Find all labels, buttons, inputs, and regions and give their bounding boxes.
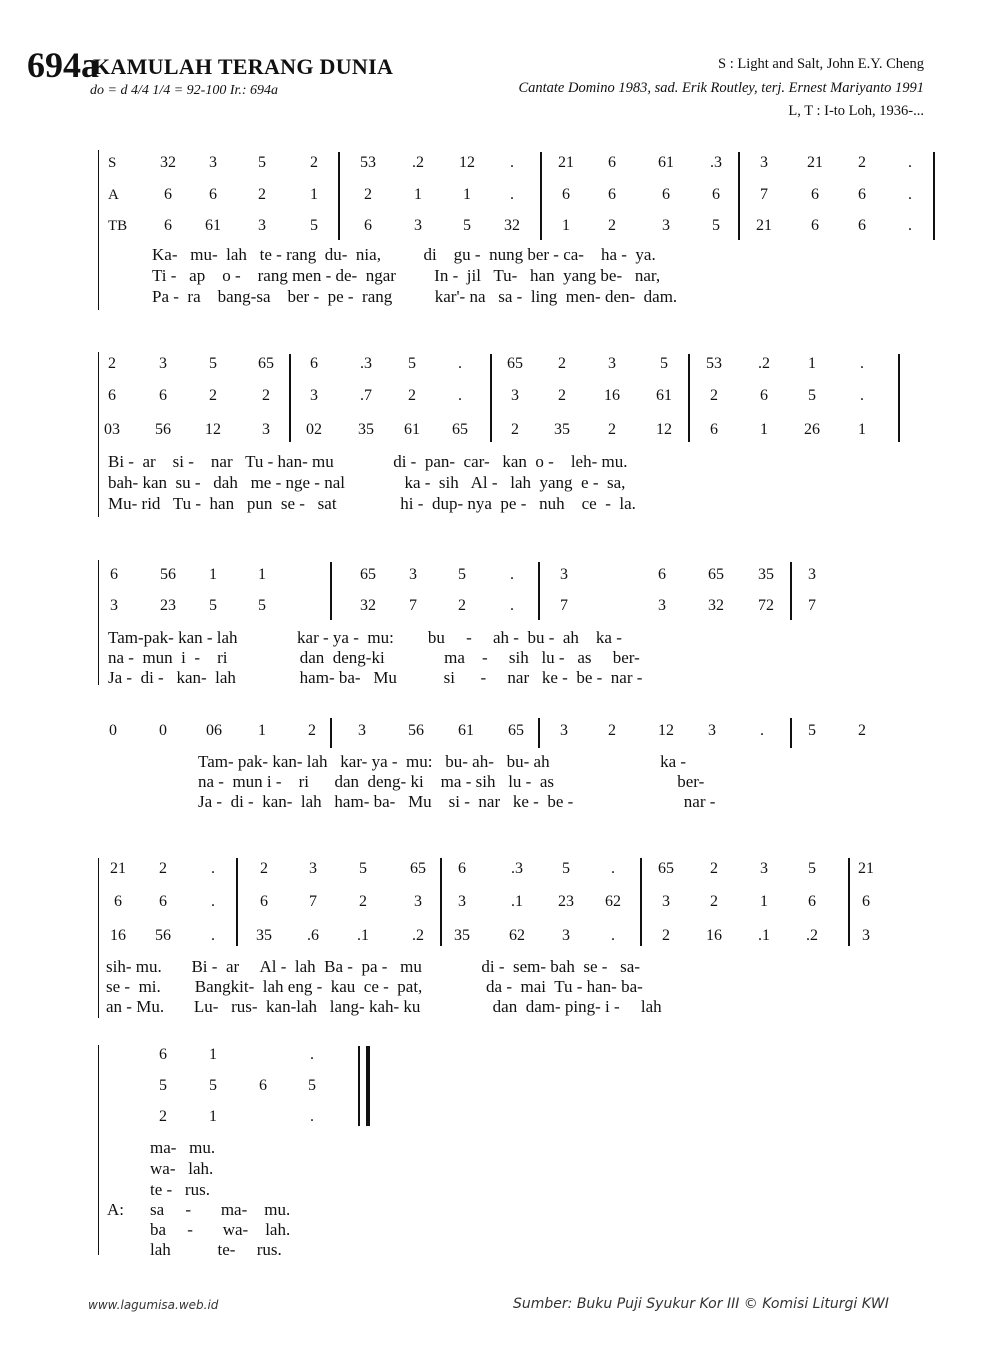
barline	[933, 152, 935, 240]
note-a: 6	[662, 186, 670, 203]
barline	[640, 858, 642, 946]
note-a: 2	[209, 387, 217, 404]
note-s: 21	[558, 154, 574, 171]
note-a: 7	[309, 893, 317, 910]
system-brace	[98, 150, 105, 310]
lyric-line: na - mun i - ri dan deng-ki ma - sih lu - as ber-	[108, 648, 640, 667]
tempo-meta: do = d 4/4 1/4 = 92-100 Ir.: 694a	[90, 83, 279, 98]
note-tb: 6	[164, 217, 172, 234]
note-tb: 3	[560, 722, 568, 739]
lyric-line: an - Mu. Lu- rus- kan-lah lang- kah- ku dan dam- ping- i - lah	[106, 997, 662, 1016]
note-a: 6	[608, 186, 616, 203]
note-tb: 3	[862, 927, 870, 944]
lyric-line: Ti - ap o - rang men - de- ngar In - jil Tu- han yang be- nar,	[152, 266, 661, 285]
note-tb: .	[611, 927, 615, 944]
barline	[738, 152, 740, 240]
note-s: 65	[258, 355, 274, 372]
note-a: 3	[662, 893, 670, 910]
note-tb: 56	[155, 421, 171, 438]
note-s: .3	[511, 860, 523, 877]
note-a: 6	[159, 387, 167, 404]
lyric-line: Tam- pak- kan- lah kar- ya - mu: bu- ah- bu- ah ka -	[198, 752, 687, 771]
note-a: .7	[360, 387, 372, 404]
note-a: 6	[108, 387, 116, 404]
note-tb: .	[760, 722, 764, 739]
note-tb: 12	[656, 421, 672, 438]
note-a: 2	[408, 387, 416, 404]
note-s: 21	[807, 154, 823, 171]
barline	[236, 858, 238, 946]
note-tb: 3	[708, 722, 716, 739]
note-tb: 6	[858, 217, 866, 234]
note-a: 6	[858, 186, 866, 203]
note-a: 6	[811, 186, 819, 203]
note-a: 6	[808, 893, 816, 910]
barline	[540, 152, 542, 240]
note-a: .	[211, 893, 215, 910]
note-a: 1	[463, 186, 471, 203]
note-s: 1	[209, 566, 217, 583]
note-s: 6	[658, 566, 666, 583]
note-tb: 12	[658, 722, 674, 739]
note-tb: 2	[608, 217, 616, 234]
note-a: 6	[562, 186, 570, 203]
barline	[538, 718, 540, 748]
lyric-line: Ka- mu- lah te - rang du- nia, di gu - nung ber - ca- ha - ya.	[152, 245, 656, 264]
note-s: 65	[708, 566, 724, 583]
lyric-line: sih- mu. Bi - ar Al - lah Ba - pa - mu di - sem- bah se - sa-	[106, 957, 640, 976]
barline	[848, 858, 850, 946]
note-s: 5	[359, 860, 367, 877]
part-label-a: A	[108, 187, 119, 203]
note-a: 5	[159, 1077, 167, 1094]
source-footer: Sumber: Buku Puji Syukur Kor III © Komisi Liturgi KWI	[513, 1296, 889, 1312]
lyric-line: te - rus.	[150, 1180, 210, 1199]
note-a: 1	[310, 186, 318, 203]
note-a: 6	[862, 893, 870, 910]
note-a: 6	[114, 893, 122, 910]
note-a: 3	[658, 597, 666, 614]
note-a: 6	[164, 186, 172, 203]
note-a: 2	[710, 387, 718, 404]
note-s: 61	[658, 154, 674, 171]
note-s: 21	[110, 860, 126, 877]
website-footer: www.lagumisa.web.id	[88, 1298, 219, 1312]
final-barline	[366, 1046, 370, 1126]
note-tb: .2	[412, 927, 424, 944]
note-s: 32	[160, 154, 176, 171]
note-s: 6	[110, 566, 118, 583]
note-s: 53	[706, 355, 722, 372]
note-s: 6	[458, 860, 466, 877]
lyric-line: na - mun i - ri dan deng- ki ma - sih lu - as ber-	[198, 772, 705, 791]
note-tb: 5	[808, 722, 816, 739]
barline	[330, 718, 332, 748]
lyric-line: se - mi. Bangkit- lah eng - kau ce - pat, da - mai Tu - han- ba-	[106, 977, 643, 996]
note-tb: 3	[262, 421, 270, 438]
note-tb: 3	[562, 927, 570, 944]
note-tb: .	[310, 1108, 314, 1125]
note-tb: 2	[662, 927, 670, 944]
note-s: 3	[760, 860, 768, 877]
lyric-line: wa- lah.	[150, 1159, 214, 1178]
note-s: 53	[360, 154, 376, 171]
note-tb: 65	[508, 722, 524, 739]
note-tb: .1	[758, 927, 770, 944]
note-tb: 03	[104, 421, 120, 438]
note-s: .	[510, 566, 514, 583]
final-barline	[358, 1046, 360, 1126]
note-a: 2	[558, 387, 566, 404]
note-a: 1	[760, 893, 768, 910]
note-a: 62	[605, 893, 621, 910]
lyric-line: Bi - ar si - nar Tu - han- mu di - pan- car- kan o - leh- mu.	[108, 452, 628, 471]
note-s: .	[310, 1046, 314, 1063]
system-brace	[98, 1045, 105, 1255]
note-a: 1	[414, 186, 422, 203]
lyric-line: ba - wa- lah.	[150, 1220, 291, 1239]
note-tb: 21	[756, 217, 772, 234]
note-a: .1	[511, 893, 523, 910]
note-tb: 3	[662, 217, 670, 234]
note-tb: 35	[554, 421, 570, 438]
note-a: 2	[710, 893, 718, 910]
note-tb: 56	[408, 722, 424, 739]
note-s: 56	[160, 566, 176, 583]
note-tb: 61	[404, 421, 420, 438]
note-tb: .2	[806, 927, 818, 944]
lyric-line: Ja - di - kan- lah ham- ba- Mu si - nar ke - be - nar -	[198, 792, 716, 811]
note-tb: 61	[205, 217, 221, 234]
note-s: 6	[608, 154, 616, 171]
note-s: .2	[758, 355, 770, 372]
note-s: 3	[608, 355, 616, 372]
note-s: 35	[758, 566, 774, 583]
note-s: 65	[360, 566, 376, 583]
note-s: 5	[660, 355, 668, 372]
note-tb: 06	[206, 722, 222, 739]
barline	[490, 354, 492, 442]
note-s: .3	[360, 355, 372, 372]
note-tb: 6	[710, 421, 718, 438]
note-tb: 1	[760, 421, 768, 438]
note-a: 32	[708, 597, 724, 614]
barline	[538, 562, 540, 620]
note-tb: 2	[608, 722, 616, 739]
lyric-line: Ja - di - kan- lah ham- ba- Mu si - nar ke - be - nar -	[108, 668, 643, 687]
note-s: 5	[408, 355, 416, 372]
note-tb: 0	[159, 722, 167, 739]
note-a: 7	[409, 597, 417, 614]
note-s: 6	[159, 1046, 167, 1063]
note-tb: 2	[308, 722, 316, 739]
note-a: 5	[258, 597, 266, 614]
note-s: 5	[562, 860, 570, 877]
note-a: .	[860, 387, 864, 404]
note-s: 2	[260, 860, 268, 877]
note-tb: 16	[706, 927, 722, 944]
note-a: 2	[262, 387, 270, 404]
note-a: 32	[360, 597, 376, 614]
note-tb: 12	[205, 421, 221, 438]
note-s: 3	[560, 566, 568, 583]
lyric-line: lah te- rus.	[150, 1240, 282, 1259]
note-s: 5	[458, 566, 466, 583]
barline	[898, 354, 900, 442]
note-s: 3	[209, 154, 217, 171]
note-tb: 32	[504, 217, 520, 234]
note-s: 2	[310, 154, 318, 171]
note-s: 2	[710, 860, 718, 877]
note-tb: 6	[811, 217, 819, 234]
note-s: 65	[507, 355, 523, 372]
note-a: 5	[209, 1077, 217, 1094]
note-tb: 2	[858, 722, 866, 739]
note-tb: 2	[511, 421, 519, 438]
note-a: 23	[558, 893, 574, 910]
note-tb: 16	[110, 927, 126, 944]
note-tb: 62	[509, 927, 525, 944]
lyric-line: Mu- rid Tu - han pun se - sat hi - dup- nya pe - nuh ce - la.	[108, 494, 636, 513]
lyric-line: Pa - ra bang-sa ber - pe - rang kar'- na sa - ling men- den- dam.	[152, 287, 678, 306]
note-a: 6	[159, 893, 167, 910]
note-tb: 5	[712, 217, 720, 234]
note-a: 7	[760, 186, 768, 203]
credit-lyrics: L, T : I-to Loh, 1936-...	[788, 103, 924, 119]
note-a: 2	[458, 597, 466, 614]
note-s: 21	[858, 860, 874, 877]
note-tb: .6	[307, 927, 319, 944]
alt-label: A:	[107, 1200, 124, 1219]
note-s: .2	[412, 154, 424, 171]
note-s: 3	[159, 355, 167, 372]
system-brace	[98, 858, 105, 1018]
part-label-tb: TB	[108, 218, 128, 234]
note-tb: 65	[452, 421, 468, 438]
note-a: 23	[160, 597, 176, 614]
note-a: 3	[310, 387, 318, 404]
note-s: 6	[310, 355, 318, 372]
note-s: 2	[108, 355, 116, 372]
barline	[289, 354, 291, 442]
note-s: .	[458, 355, 462, 372]
note-s: .	[860, 355, 864, 372]
barline	[440, 858, 442, 946]
note-tb: 02	[306, 421, 322, 438]
barline	[688, 354, 690, 442]
note-tb: 35	[358, 421, 374, 438]
barline	[790, 718, 792, 748]
lyric-line: sa - ma- mu.	[150, 1200, 291, 1219]
note-s: 5	[209, 355, 217, 372]
note-tb: .	[908, 217, 912, 234]
credit-source: S : Light and Salt, John E.Y. Cheng	[718, 56, 924, 72]
note-a: .	[510, 597, 514, 614]
note-tb: 1	[209, 1108, 217, 1125]
note-tb: 5	[463, 217, 471, 234]
note-a: 7	[808, 597, 816, 614]
part-label-s: S	[108, 155, 117, 171]
note-a: 61	[656, 387, 672, 404]
note-a: 16	[604, 387, 620, 404]
note-s: 3	[808, 566, 816, 583]
note-s: .	[908, 154, 912, 171]
note-s: 12	[459, 154, 475, 171]
note-s: 3	[309, 860, 317, 877]
note-tb: 3	[258, 217, 266, 234]
note-a: 72	[758, 597, 774, 614]
note-tb: 1	[858, 421, 866, 438]
hymn-title: KAMULAH TERANG DUNIA	[93, 54, 394, 79]
note-tb: 1	[258, 722, 266, 739]
note-a: 5	[209, 597, 217, 614]
barline	[330, 562, 332, 620]
note-tb: .	[211, 927, 215, 944]
note-s: 5	[258, 154, 266, 171]
note-s: .	[211, 860, 215, 877]
note-s: .	[611, 860, 615, 877]
note-s: 3	[409, 566, 417, 583]
note-tb: 56	[155, 927, 171, 944]
hymn-number: 694a	[27, 45, 99, 85]
note-a: 6	[259, 1077, 267, 1094]
note-tb: .1	[357, 927, 369, 944]
note-tb: 2	[608, 421, 616, 438]
note-tb: 26	[804, 421, 820, 438]
note-tb: 61	[458, 722, 474, 739]
note-s: 65	[410, 860, 426, 877]
note-a: 3	[110, 597, 118, 614]
note-a: .	[908, 186, 912, 203]
note-tb: 1	[562, 217, 570, 234]
note-a: 5	[308, 1077, 316, 1094]
note-a: 6	[209, 186, 217, 203]
note-tb: 5	[310, 217, 318, 234]
note-s: 2	[858, 154, 866, 171]
note-tb: 6	[364, 217, 372, 234]
note-s: 1	[258, 566, 266, 583]
note-s: 2	[159, 860, 167, 877]
barline	[338, 152, 340, 240]
note-a: 6	[712, 186, 720, 203]
note-s: 3	[760, 154, 768, 171]
credit-cantate: Cantate Domino 1983, sad. Erik Routley, terj. Ernest Mariyanto 1991	[518, 80, 924, 96]
note-tb: 3	[358, 722, 366, 739]
note-a: 2	[359, 893, 367, 910]
note-s: 1	[209, 1046, 217, 1063]
note-a: 2	[258, 186, 266, 203]
note-a: .	[510, 186, 514, 203]
note-tb: 35	[256, 927, 272, 944]
note-a: 5	[808, 387, 816, 404]
note-s: .3	[710, 154, 722, 171]
note-s: 5	[808, 860, 816, 877]
note-s: 1	[808, 355, 816, 372]
note-tb: 3	[414, 217, 422, 234]
note-s: 65	[658, 860, 674, 877]
note-s: .	[510, 154, 514, 171]
lyric-line: Tam-pak- kan - lah kar - ya - mu: bu - ah - bu - ah ka -	[108, 628, 622, 647]
note-tb: 0	[109, 722, 117, 739]
note-a: 6	[260, 893, 268, 910]
note-tb: 35	[454, 927, 470, 944]
note-a: 7	[560, 597, 568, 614]
note-a: 3	[511, 387, 519, 404]
note-a: 2	[364, 186, 372, 203]
note-a: 3	[414, 893, 422, 910]
note-tb: 2	[159, 1108, 167, 1125]
note-a: 6	[760, 387, 768, 404]
barline	[790, 562, 792, 620]
note-s: 2	[558, 355, 566, 372]
lyric-line: bah- kan su - dah me - nge - nal ka - sih Al - lah yang e - sa,	[108, 473, 626, 492]
lyric-line: ma- mu.	[150, 1138, 216, 1157]
system-brace	[98, 560, 105, 685]
note-a: .	[458, 387, 462, 404]
note-a: 3	[458, 893, 466, 910]
